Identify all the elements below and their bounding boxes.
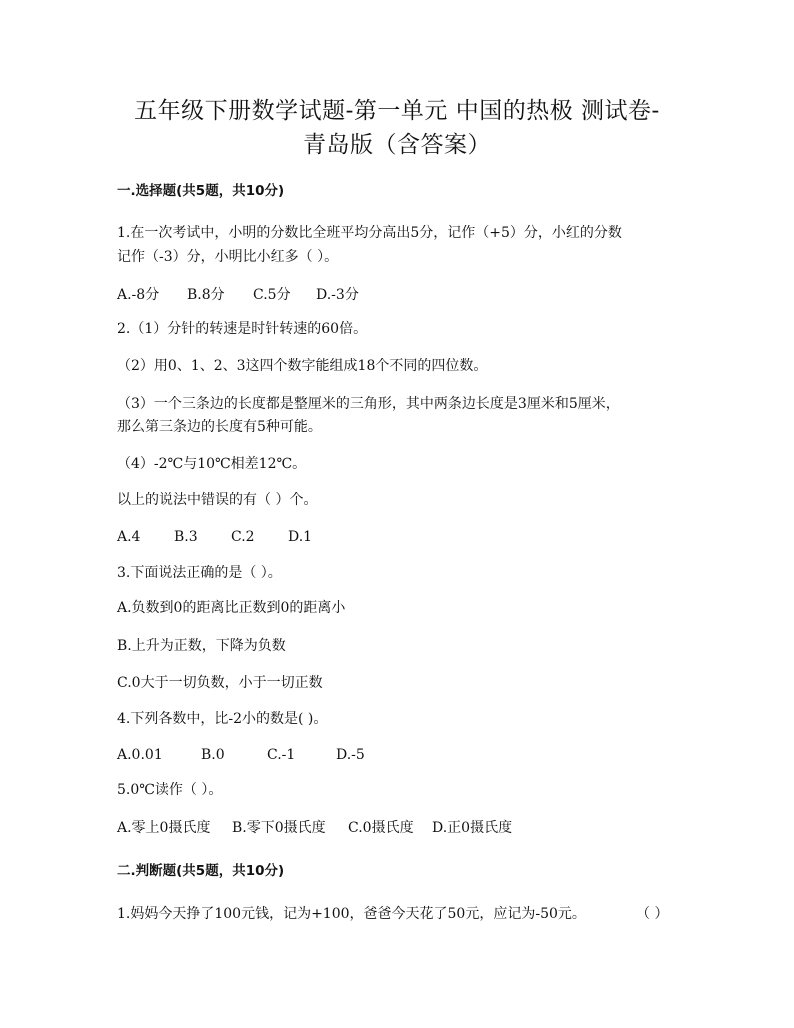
judgement-answer-blank: （ ） bbox=[636, 906, 669, 922]
question-4-option-b: B.0 bbox=[201, 747, 225, 763]
question-2-line-6: 以上的说法中错误的有（ ）个。 bbox=[117, 492, 318, 508]
question-1-line-1: 1.在一次考试中，小明的分数比全班平均分高出5分，记作（+5）分，小红的分数 bbox=[117, 225, 622, 241]
question-1-line-2: 记作（-3）分，小明比小红多（ ）。 bbox=[117, 249, 339, 265]
question-2-line-5: （4）-2℃与10℃相差12℃。 bbox=[117, 456, 307, 472]
question-1-option-d: D.-3分 bbox=[316, 287, 359, 303]
question-4-stem: 4.下列各数中，比-2小的数是( )。 bbox=[117, 711, 328, 727]
question-2-line-1: 2.（1）分针的转速是时针转速的60倍。 bbox=[117, 321, 368, 337]
question-3-option-b: B.上升为正数，下降为负数 bbox=[117, 638, 286, 654]
question-3-option-c: C.0大于一切负数，小于一切正数 bbox=[117, 675, 323, 691]
question-2-option-b: B.3 bbox=[174, 529, 198, 545]
question-2-option-d: D.1 bbox=[288, 529, 313, 545]
question-3-stem: 3.下面说法正确的是（ ）。 bbox=[117, 565, 282, 581]
section-heading-choice: 一.选择题(共5题，共10分) bbox=[117, 183, 285, 199]
question-5-stem: 5.0℃读作（ ）。 bbox=[117, 782, 223, 798]
question-3-option-a: A.负数到0的距离比正数到0的距离小 bbox=[117, 600, 346, 616]
document-title-line-1: 五年级下册数学试题-第一单元 中国的热极 测试卷- bbox=[134, 98, 660, 124]
question-4-option-d: D.-5 bbox=[336, 747, 365, 763]
document-title-line-2: 青岛版（含答案） bbox=[303, 132, 491, 158]
question-5-option-d: D.正0摄氏度 bbox=[432, 820, 513, 836]
question-5-option-a: A.零上0摄氏度 bbox=[117, 820, 211, 836]
question-1-option-c: C.5分 bbox=[253, 287, 291, 303]
question-2-line-2: （2）用0、1、2、3这四个数字能组成18个不同的四位数。 bbox=[117, 358, 488, 374]
question-4-options bbox=[117, 746, 365, 764]
question-5-option-c: C.0摄氏度 bbox=[348, 820, 414, 836]
question-1-option-b: B.8分 bbox=[187, 287, 225, 303]
question-4-option-a: A.0.01 bbox=[117, 747, 163, 763]
question-2-option-c: C.2 bbox=[231, 529, 255, 545]
question-5-options bbox=[117, 819, 512, 837]
question-4-option-c: C.-1 bbox=[267, 747, 296, 763]
question-1-options bbox=[117, 286, 359, 304]
question-2-line-3: （3）一个三条边的长度都是整厘米的三角形，其中两条边长度是3厘米和5厘米， bbox=[117, 396, 620, 412]
judgement-question-1: 1.妈妈今天挣了100元钱，记为+100，爸爸今天花了50元，应记为-50元。 bbox=[117, 906, 586, 922]
question-5-option-b: B.零下0摄氏度 bbox=[232, 820, 326, 836]
question-1-option-a: A.-8分 bbox=[117, 287, 160, 303]
question-2-options bbox=[117, 528, 312, 546]
question-2-line-4: 那么第三条边的长度有5种可能。 bbox=[117, 419, 322, 435]
section-heading-judgement: 二.判断题(共5题，共10分) bbox=[117, 863, 285, 879]
question-2-option-a: A.4 bbox=[117, 529, 141, 545]
